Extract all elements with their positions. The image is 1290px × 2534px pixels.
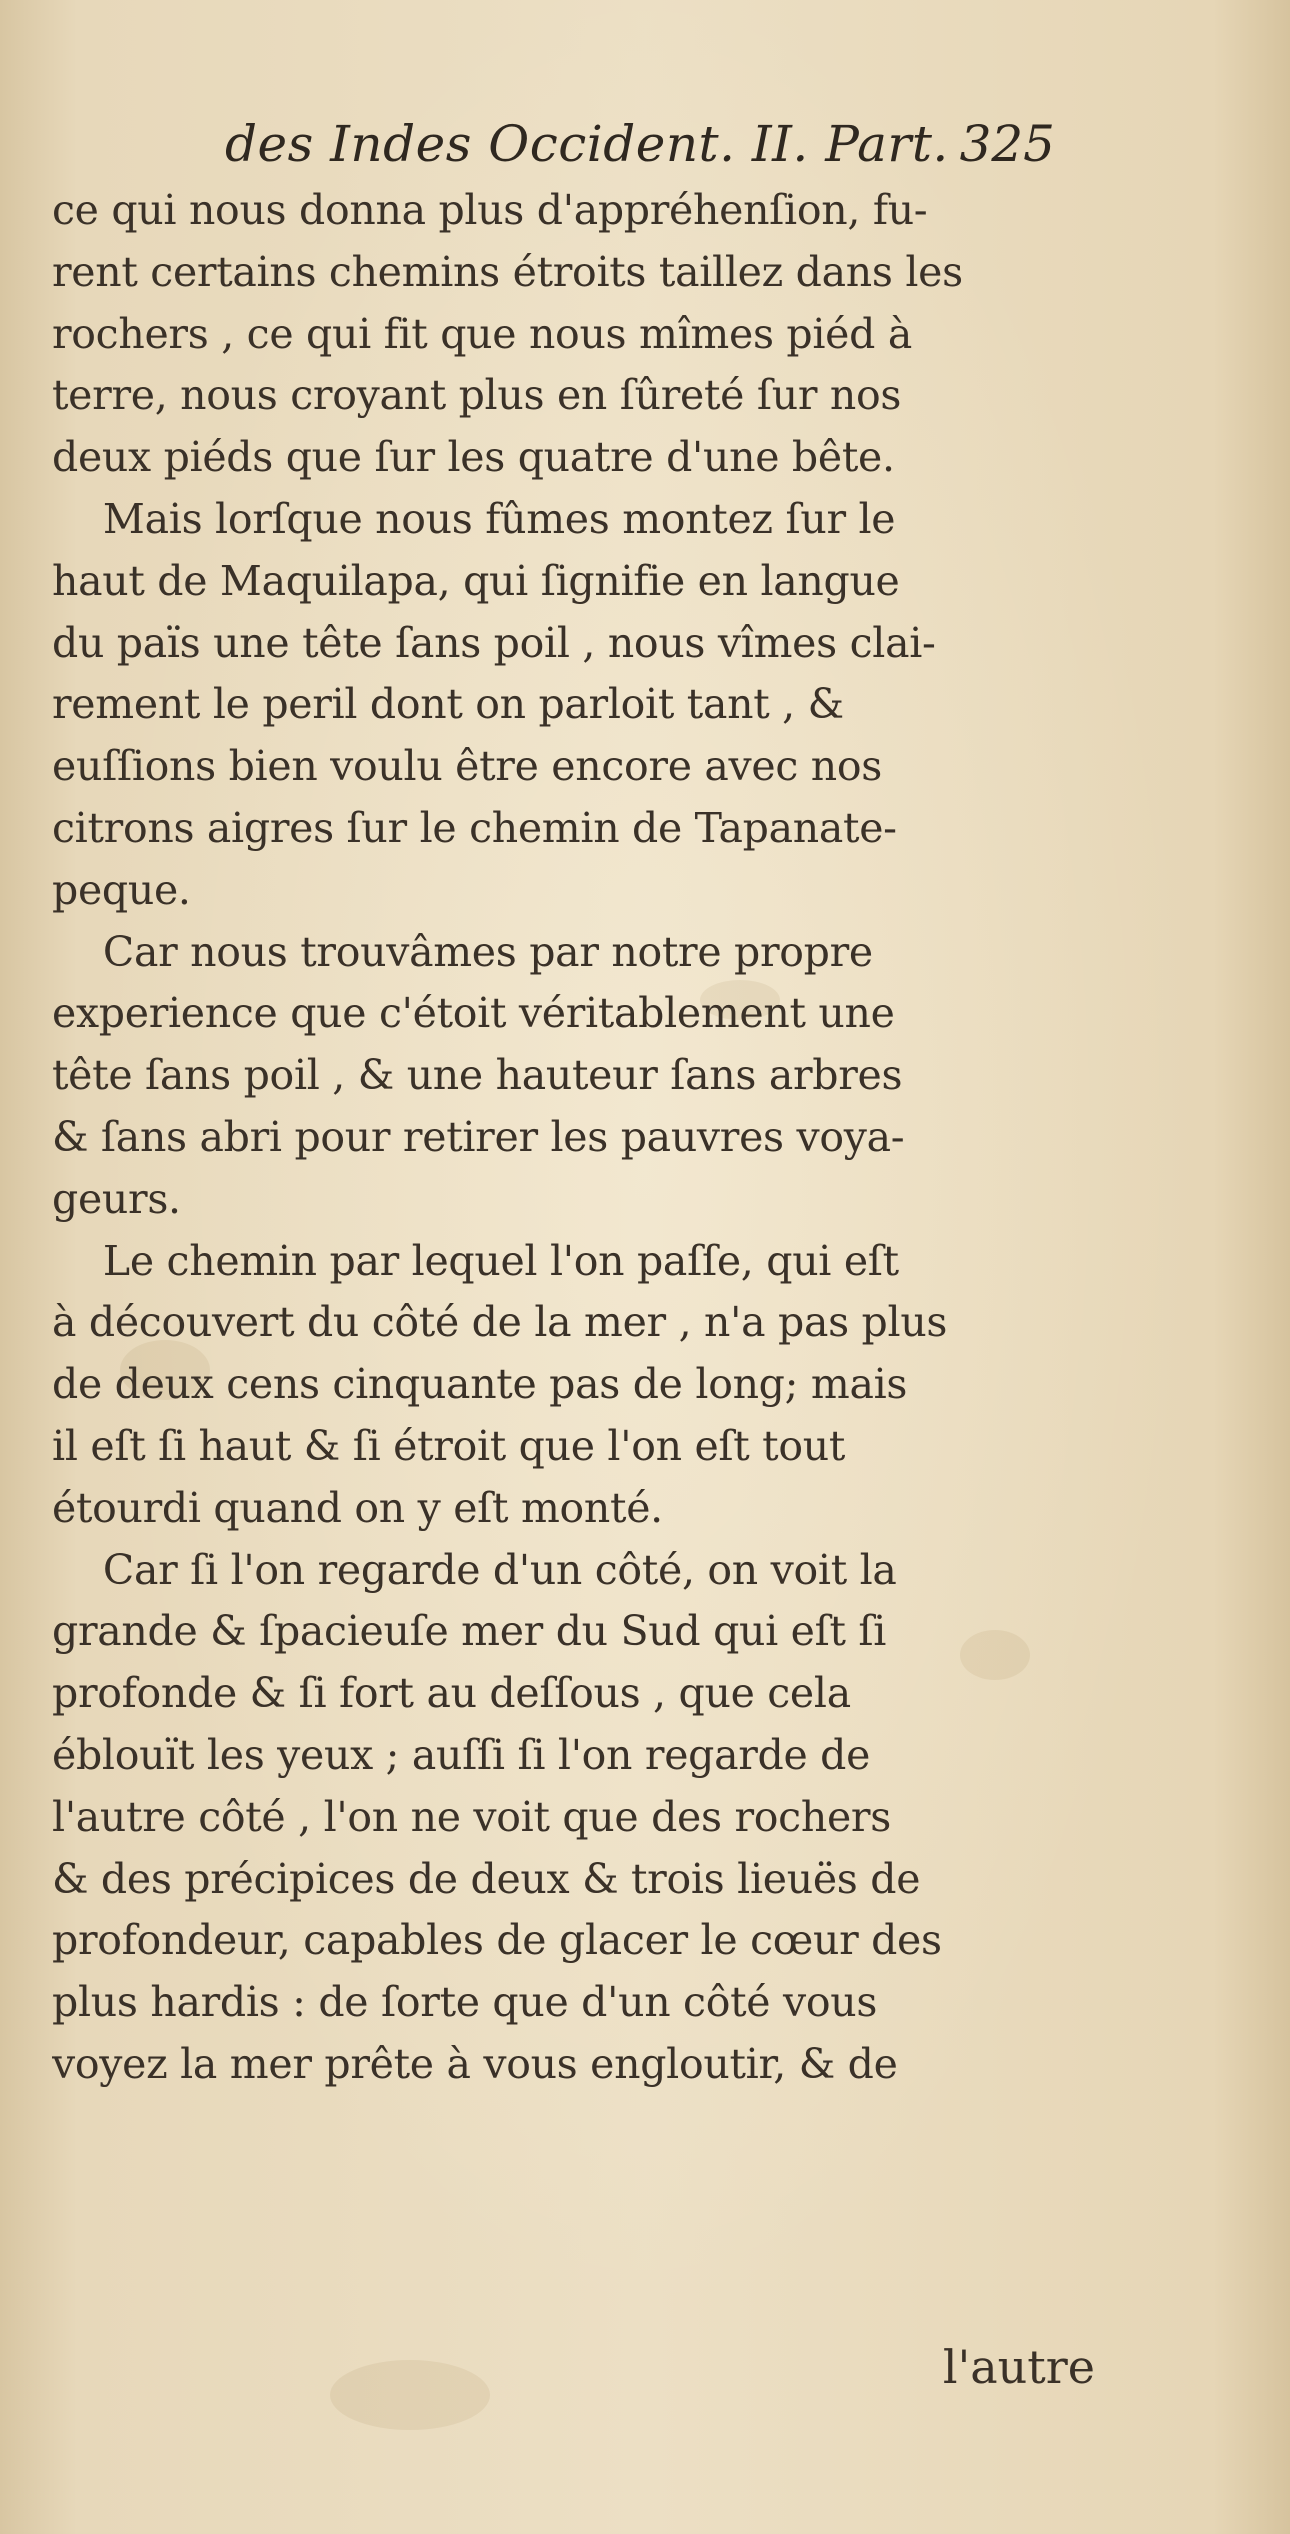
text-line: peque. [52,865,191,914]
text-line: profondeur, capables de glacer le cœur des [52,1916,942,1965]
text-line: du païs une tête ſans poil , nous vîmes clai- [52,618,936,667]
text-line: l'autre côté , l'on ne voit que des rochers [52,1792,891,1841]
text-line: il eſt ſi haut & ſi étroit que l'on eſt tout [52,1421,846,1470]
text-line: haut de Maquilapa, qui ſignifie en langue [52,556,900,605]
text-line: experience que c'étoit véritablement une [52,989,895,1038]
text-line: de deux cens cinquante pas de long; mais [52,1360,908,1409]
body-text [52,180,1052,2096]
text-line: rent certains chemins étroits taillez dans les [52,247,963,296]
text-line: & ſans abri pour retirer les pauvres voya- [52,1112,905,1161]
text-line: voyez la mer prête à vous engloutir, & de [52,2039,898,2088]
text-line: profonde & ſi fort au deſſous , que cela [52,1669,851,1718]
text-line: Car ſi l'on regarde d'un côté, on voit la [52,1545,897,1594]
text-line: Mais lorſque nous fûmes montez ſur le [52,494,896,543]
page-header [225,115,1055,185]
catchword: l'autre [942,2340,1095,2394]
text-line: plus hardis : de ſorte que d'un côté vous [52,1978,878,2027]
text-line: Le chemin par lequel l'on paſſe, qui eſt [52,1236,899,1285]
text-line: éblouït les yeux ; auſſi ſi l'on regarde de [52,1730,871,1779]
paper-stain [330,2360,490,2430]
text-line: citrons aigres ſur le chemin de Tapanate- [52,803,897,852]
text-line: étourdi quand on y eſt monté. [52,1483,663,1532]
text-line: rochers , ce qui fit que nous mîmes piéd à [52,309,912,358]
page-number: 325 [959,115,1055,173]
text-line: à découvert du côté de la mer , n'a pas plus [52,1298,948,1347]
text-line: euſſions bien voulu être encore avec nos [52,742,883,791]
text-line: deux piéds que ſur les quatre d'une bête. [52,433,895,482]
text-line: tête ſans poil , & une hauteur ſans arbres [52,1051,903,1100]
running-title: des Indes Occident. II. Part. [225,115,949,173]
text-line: Car nous trouvâmes par notre propre [52,927,873,976]
text-line: terre, nous croyant plus en ſûreté ſur nos [52,371,902,420]
text-line: grande & ſpacieuſe mer du Sud qui eſt ſi [52,1607,887,1656]
text-line: rement le peril dont on parloit tant , & [52,680,844,729]
text-line: geurs. [52,1174,181,1223]
text-line: & des précipices de deux & trois lieuës de [52,1854,921,1903]
text-line: ce qui nous donna plus d'appréhenſion, fu- [52,186,928,234]
